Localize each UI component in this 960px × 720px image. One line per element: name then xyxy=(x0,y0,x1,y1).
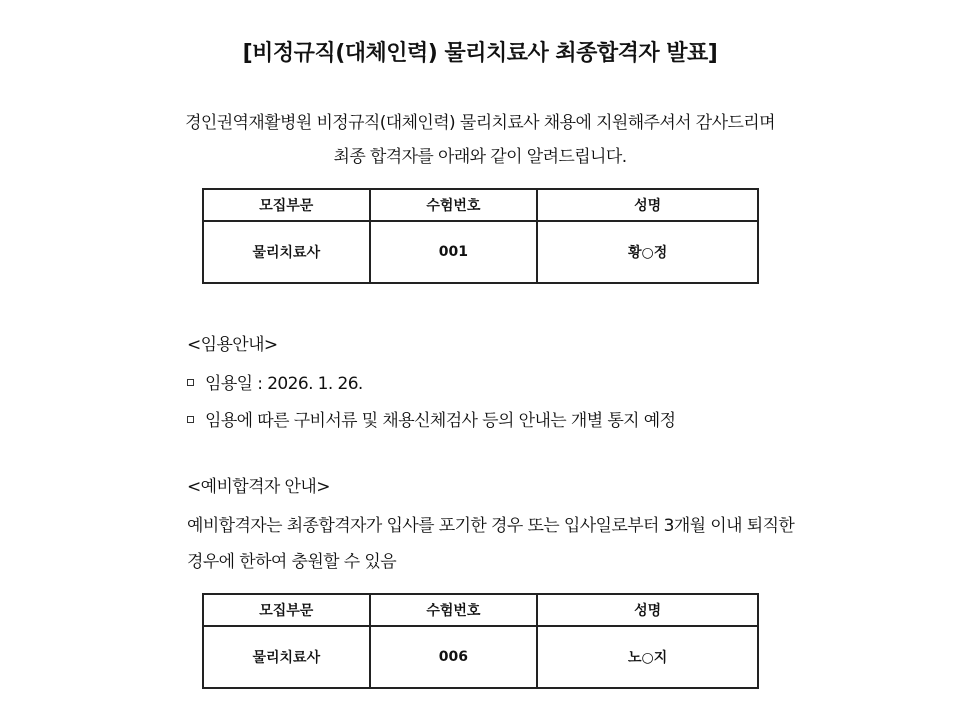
cell-exam-number: 006 xyxy=(370,626,538,688)
employment-item xyxy=(187,369,363,394)
header-name: 성명 xyxy=(537,594,758,626)
square-bullet-icon xyxy=(187,416,194,423)
reserve-heading: <예비합격자 안내> xyxy=(187,477,330,497)
header-exam-number: 수험번호 xyxy=(370,594,538,626)
table-row xyxy=(203,626,758,688)
cell-name: 황○정 xyxy=(537,221,758,283)
reserve-result-table xyxy=(202,593,759,689)
final-result-table xyxy=(202,188,759,284)
square-bullet-icon xyxy=(187,379,194,386)
header-exam-number: 수험번호 xyxy=(370,189,538,221)
header-recruit-field: 모집부문 xyxy=(203,189,370,221)
table-header-row xyxy=(203,594,758,626)
employment-item-text: 임용에 따른 구비서류 및 채용신체검사 등의 안내는 개별 통지 예정 xyxy=(205,411,676,431)
reserve-text-line-1: 예비합격자는 최종합격자가 입사를 포기한 경우 또는 입사일로부터 3개월 이내 퇴직한 xyxy=(187,516,795,536)
cell-recruit-field: 물리치료사 xyxy=(203,626,370,688)
cell-name: 노○지 xyxy=(537,626,758,688)
table-header-row xyxy=(203,189,758,221)
intro-line-1: 경인권역재활병원 비정규직(대체인력) 물리치료사 채용에 지원해주셔서 감사드리며 xyxy=(185,113,775,133)
table-row xyxy=(203,221,758,283)
cell-recruit-field: 물리치료사 xyxy=(203,221,370,283)
employment-heading: <임용안내> xyxy=(187,335,278,355)
header-name: 성명 xyxy=(537,189,758,221)
employment-item xyxy=(187,406,675,431)
cell-exam-number: 001 xyxy=(370,221,538,283)
page-title: [비정규직(대체인력) 물리치료사 최종합격자 발표] xyxy=(242,41,718,66)
intro-line-2: 최종 합격자를 아래와 같이 알려드립니다. xyxy=(333,147,627,167)
header-recruit-field: 모집부문 xyxy=(203,594,370,626)
reserve-text-line-2: 경우에 한하여 충원할 수 있음 xyxy=(187,552,397,572)
employment-item-text: 임용일 : 2026. 1. 26. xyxy=(205,374,363,394)
